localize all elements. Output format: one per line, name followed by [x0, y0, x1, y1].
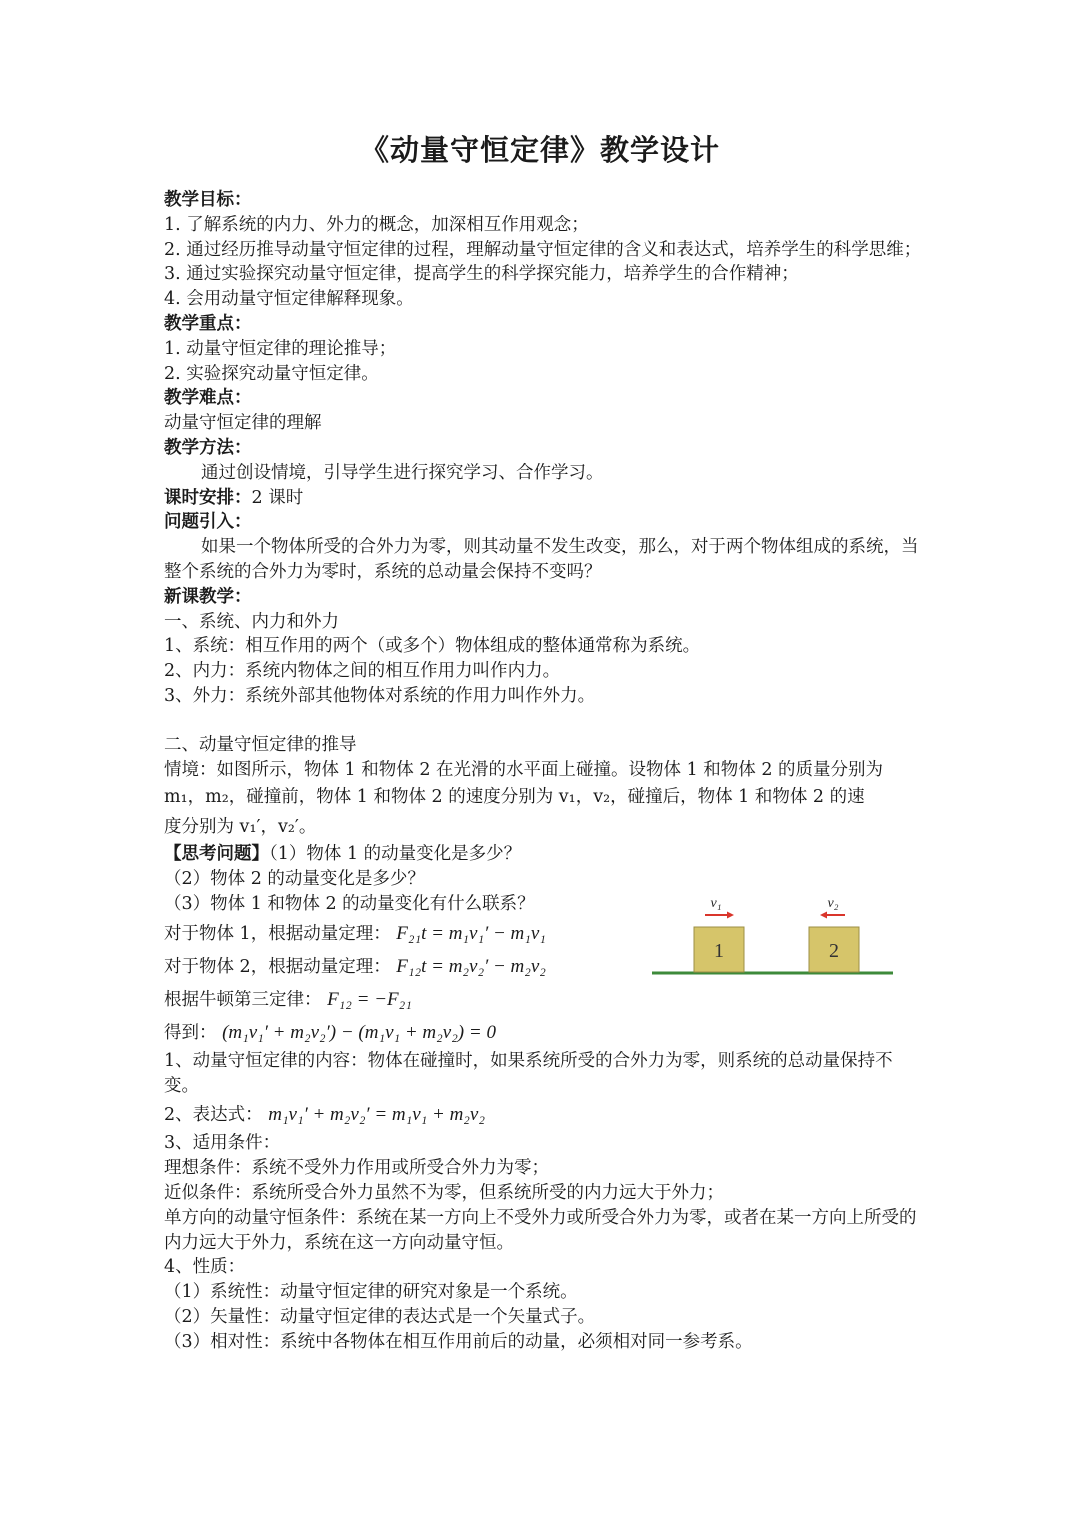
- schedule-text: 2 课时: [251, 487, 304, 508]
- block-1-label: 1: [714, 940, 724, 962]
- properties-heading: 4、性质：: [164, 1257, 246, 1278]
- difficulty-heading: 教学难点：: [164, 388, 252, 409]
- v1-arrow-head: [727, 912, 734, 919]
- key-points-heading: 教学重点：: [164, 313, 252, 334]
- objective-item: 2. 通过经历推导动量守恒定律的过程，理解动量守恒定律的含义和表达式，培养学生的科学思维；: [164, 239, 922, 260]
- derivation-label: 根据牛顿第三定律：: [164, 989, 322, 1010]
- objectives-heading: 教学目标：: [164, 190, 252, 210]
- condition-item: 理想条件：系统不受外力作用或所受合外力为零；: [164, 1158, 549, 1179]
- think-label: 【思考问题】: [164, 844, 269, 865]
- property-item: （3）相对性：系统中各物体在相互作用前后的动量，必须相对同一参考系。: [164, 1331, 753, 1352]
- block-2-label: 2: [829, 940, 839, 962]
- section1-item: 3、外力：系统外部其他物体对系统的作用力叫作外力。: [164, 685, 596, 706]
- page-title: 《动量守恒定律》教学设计: [359, 133, 720, 167]
- scenario-line: 度分别为 v₁′，v₂′。: [164, 817, 317, 838]
- difficulty-text: 动量守恒定律的理解: [164, 413, 322, 434]
- intro-text: 如果一个物体所受的合外力为零，则其动量不发生改变，那么，对于两个物体组成的系统，当整个系统的合外力为零时，系统的总动量会保持不变吗？: [164, 537, 919, 582]
- document-body: [164, 188, 924, 1354]
- v2-label: v₂: [827, 896, 839, 911]
- condition-item: 单方向的动量守恒条件：系统在某一方向上不受外力或所受合外力为零，或者在某一方向上所受的内力远大于外力，系统在这一方向动量守恒。: [164, 1207, 917, 1253]
- expression-label: 2、表达式：: [164, 1105, 263, 1126]
- property-item: （1）系统性：动量守恒定律的研究对象是一个系统。: [164, 1282, 578, 1303]
- v1-label: v₁: [710, 896, 722, 911]
- schedule-heading: 课时安排：: [164, 487, 252, 508]
- derivation-formula: (m₁v₁′ + m₂v₂′) − (m₁v₁ + m₂v₂) = 0: [222, 1021, 496, 1043]
- intro-heading: 问题引入：: [164, 512, 252, 533]
- derivation-label: 对于物体 2，根据动量定理：: [164, 956, 391, 977]
- derivation-label: 得到：: [164, 1022, 217, 1043]
- scenario-line: m₁，m₂，碰撞前，物体 1 和物体 2 的速度分别为 v₁，v₂，碰撞后，物体 1 和物体 2 的速: [164, 787, 865, 808]
- objective-item: 3. 通过实验探究动量守恒定律，提高学生的科学探究能力，培养学生的合作精神；: [164, 264, 799, 285]
- method-text: 通过创设情境，引导学生进行探究学习、合作学习。: [201, 462, 604, 483]
- derivation-formula: F₁₂t = m₂v₂′ − m₂v₂: [396, 955, 546, 977]
- objective-item: 4. 会用动量守恒定律解释现象。: [164, 289, 414, 310]
- section1-title: 一、系统、内力和外力: [164, 611, 339, 632]
- derivation-formula: F₂₁t = m₁v₁′ − m₁v₁: [396, 922, 546, 944]
- condition-item: 近似条件：系统所受合外力虽然不为零，但系统所受的内力远大于外力；: [164, 1182, 724, 1203]
- key-point-item: 2. 实验探究动量守恒定律。: [164, 363, 379, 384]
- property-item: （2）矢量性：动量守恒定律的表达式是一个矢量式子。: [164, 1306, 596, 1327]
- conditions-heading: 3、适用条件：: [164, 1133, 281, 1154]
- section1-item: 1、系统：相互作用的两个（或多个）物体组成的整体通常称为系统。: [164, 636, 701, 657]
- section2-title: 二、动量守恒定律的推导: [164, 734, 357, 755]
- expression-formula: m₁v₁′ + m₂v₂′ = m₁v₁ + m₂v₂: [268, 1104, 485, 1126]
- section1-item: 2、内力：系统内物体之间的相互作用力叫作内力。: [164, 661, 561, 682]
- v2-arrow-head: [820, 912, 827, 919]
- collision-figure: [650, 888, 895, 983]
- think-question: （3）物体 1 和物体 2 的动量变化有什么联系？: [164, 893, 535, 914]
- objective-item: 1. 了解系统的内力、外力的概念，加深相互作用观念；: [164, 214, 589, 235]
- think-question: （2）物体 2 的动量变化是多少？: [164, 869, 425, 890]
- key-point-item: 1. 动量守恒定律的理论推导；: [164, 338, 397, 359]
- think-question: （1）物体 1 的动量变化是多少？: [269, 844, 522, 865]
- derivation-formula: F₁₂ = −F₂₁: [327, 988, 412, 1010]
- method-heading: 教学方法：: [164, 437, 252, 458]
- new-lesson-heading: 新课教学：: [164, 586, 252, 607]
- law-statement: 1、动量守恒定律的内容：物体在碰撞时，如果系统所受的合外力为零，则系统的总动量保持不变。: [164, 1050, 893, 1096]
- scenario-line: 情境：如图所示，物体 1 和物体 2 在光滑的水平面上碰撞。设物体 1 和物体 2 的质量分别为: [164, 759, 884, 780]
- derivation-label: 对于物体 1，根据动量定理：: [164, 923, 391, 944]
